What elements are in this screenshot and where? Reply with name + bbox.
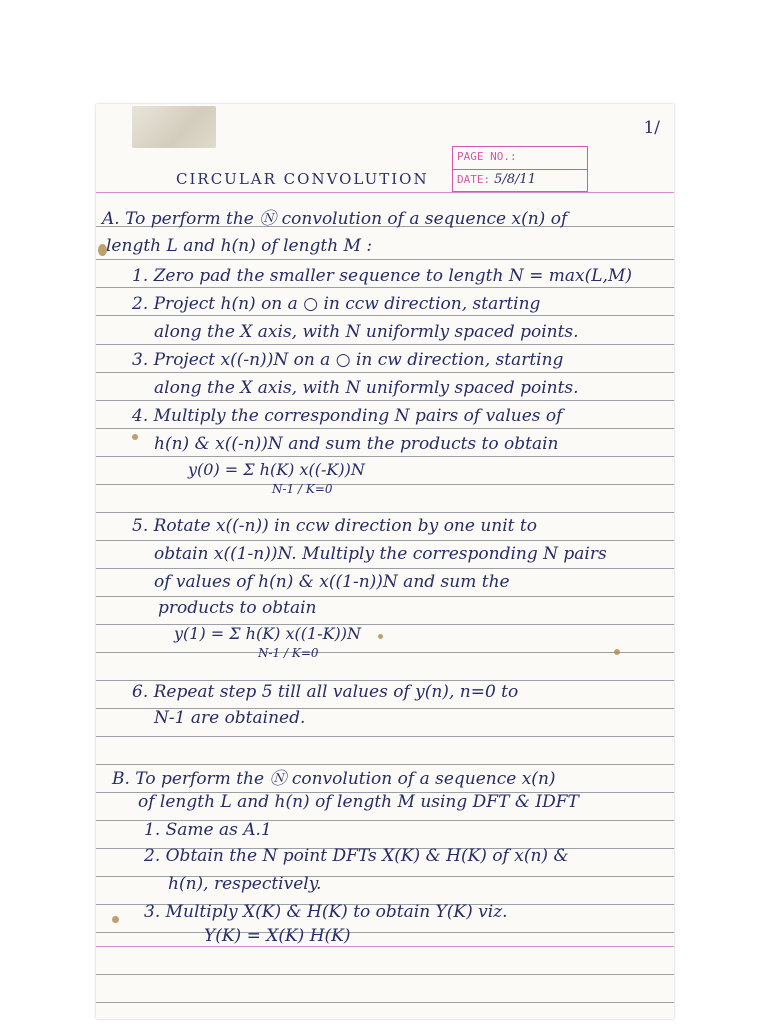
section-a-step-6-line-1: 6. Repeat step 5 till all values of y(n), n=0 to	[132, 682, 519, 702]
section-a-step-4-equation-limits: N-1 / K=0	[272, 482, 333, 496]
section-b-intro-1: B. To perform the Ⓝ convolution of a sequence x(n)	[112, 769, 556, 789]
section-a-step-6-line-2: N-1 are obtained.	[154, 708, 306, 728]
section-a-step-2-line-1: 2. Project h(n) on a ○ in ccw direction, starting	[132, 294, 541, 314]
section-a-step-5-equation: y(1) = Σ h(K) x((1-K))N	[174, 624, 362, 643]
section-b-step-1: 1. Same as A.1	[144, 820, 272, 840]
section-a-step-4-equation: y(0) = Σ h(K) x((-K))N	[188, 460, 365, 479]
section-b-step-3-equation: Y(K) = X(K) H(K)	[204, 926, 351, 946]
section-a-step-4-line-1: 4. Multiply the corresponding N pairs of values of	[132, 406, 563, 426]
stamp-date-label: DATE:	[457, 173, 491, 186]
section-a-intro-2: length L and h(n) of length M :	[106, 236, 373, 256]
page-title: CIRCULAR CONVOLUTION	[176, 170, 429, 188]
section-a-intro-1: A. To perform the Ⓝ convolution of a sequence x(n) of	[102, 209, 568, 229]
stamp-page-label: PAGE NO.:	[457, 150, 517, 163]
section-b-step-3-line-1: 3. Multiply X(K) & H(K) to obtain Y(K) viz.	[144, 902, 508, 922]
section-a-step-5-line-4: products to obtain	[158, 598, 317, 618]
section-a-step-5-line-2: obtain x((1-n))N. Multiply the corresponding N pairs	[154, 544, 607, 564]
page-number: 1/	[643, 118, 660, 138]
section-a-step-5-equation-limits: N-1 / K=0	[258, 646, 319, 660]
stamp-date-value: 5/8/11	[494, 172, 536, 187]
section-b-step-2-line-1: 2. Obtain the N point DFTs X(K) & H(K) of x(n) &	[144, 846, 569, 866]
section-a-step-1: 1. Zero pad the smaller sequence to length N = max(L,M)	[132, 266, 632, 286]
section-a-step-3-line-1: 3. Project x((-n))N on a ○ in cw direction, starting	[132, 350, 564, 370]
stain-mark	[132, 434, 138, 440]
tape-strip	[132, 106, 216, 148]
section-a-step-5-line-3: of values of h(n) & x((1-n))N and sum the	[154, 572, 510, 592]
page-date-stamp	[452, 146, 588, 192]
section-b-step-2-line-2: h(n), respectively.	[168, 874, 322, 894]
notebook-page	[96, 104, 674, 1019]
section-b-intro-2: of length L and h(n) of length M using DFT & IDFT	[138, 792, 579, 812]
stain-mark	[112, 916, 119, 923]
section-a-step-3-line-2: along the X axis, with N uniformly spaced points.	[154, 378, 579, 398]
section-a-step-4-line-2: h(n) & x((-n))N and sum the products to obtain	[154, 434, 559, 454]
section-a-step-2-line-2: along the X axis, with N uniformly spaced points.	[154, 322, 579, 342]
section-a-step-5-line-1: 5. Rotate x((-n)) in ccw direction by one unit to	[132, 516, 537, 536]
